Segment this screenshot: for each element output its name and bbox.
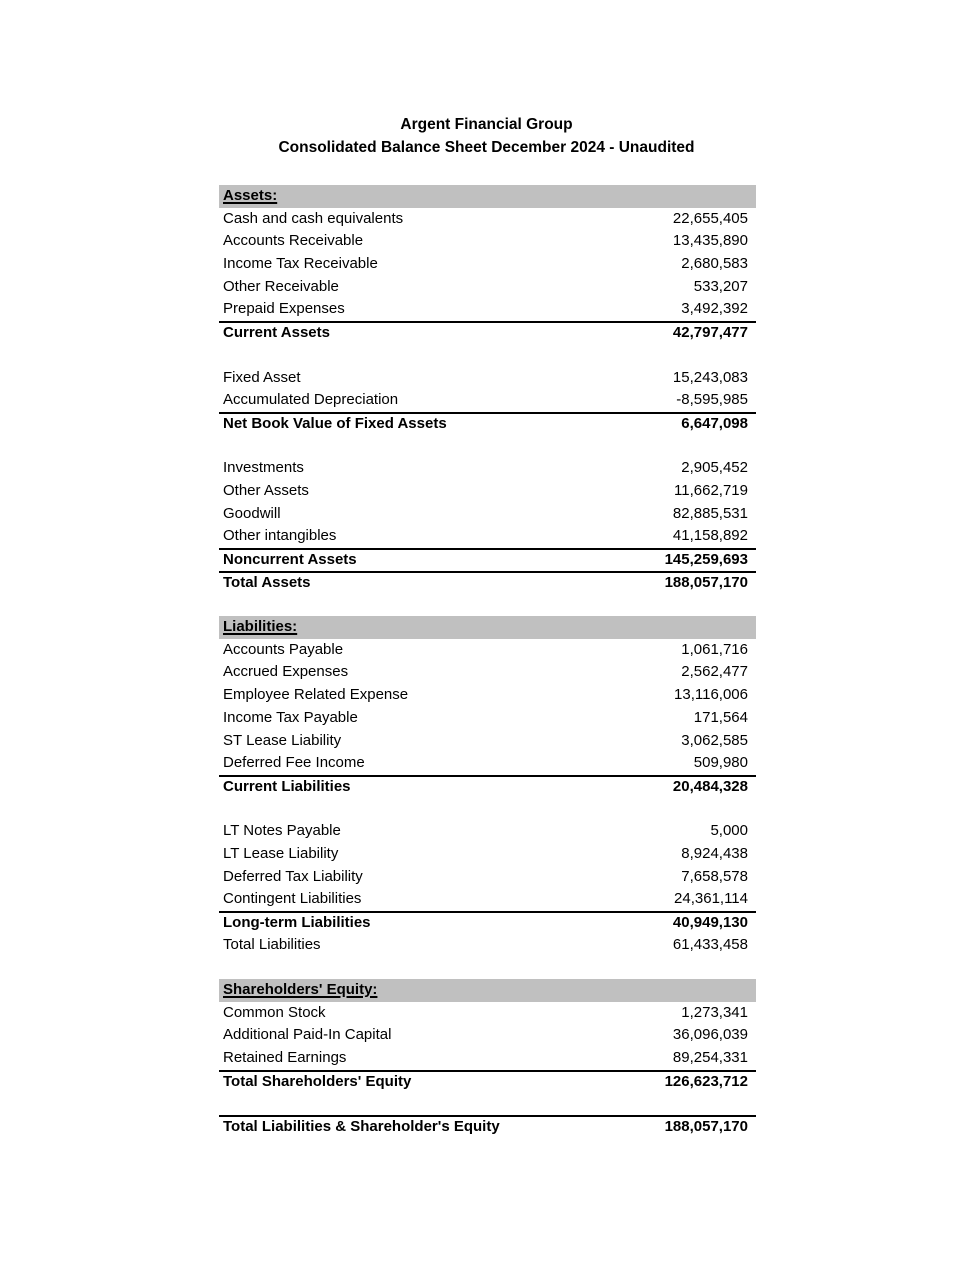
table-row — [219, 367, 756, 390]
row-label: Goodwill — [223, 504, 281, 522]
spacer-row — [219, 798, 756, 821]
row-label: Additional Paid-In Capital — [223, 1026, 392, 1044]
row-label: Total Liabilities & Shareholder's Equity — [223, 1118, 500, 1136]
row-label: LT Lease Liability — [223, 844, 339, 862]
table-row — [219, 571, 756, 594]
table-row — [219, 1070, 756, 1093]
row-value: 36,096,039 — [672, 1026, 748, 1044]
table-row — [219, 888, 756, 911]
row-value: 13,116,006 — [674, 686, 748, 704]
table-row — [219, 911, 756, 934]
row-value: 13,435,890 — [672, 232, 748, 250]
row-label: Deferred Tax Liability — [223, 867, 363, 885]
row-label: Investments — [223, 459, 304, 477]
row-label: Employee Related Expense — [223, 686, 409, 704]
row-value: 1,273,341 — [681, 1003, 748, 1021]
table-row — [219, 480, 756, 503]
spacer-row — [219, 435, 756, 458]
table-row — [219, 548, 756, 571]
row-label: Income Tax Receivable — [223, 255, 378, 273]
row-value: 171,564 — [693, 708, 748, 726]
row-value: 2,562,477 — [681, 663, 748, 681]
row-value: 40,949,130 — [672, 914, 748, 931]
table-row — [219, 1047, 756, 1070]
table-row — [219, 775, 756, 798]
row-label: Accounts Payable — [223, 640, 344, 658]
report-header — [0, 0, 973, 159]
row-value: 188,057,170 — [664, 573, 748, 591]
row-value: 533,207 — [693, 277, 748, 295]
row-value: 126,623,712 — [664, 1072, 748, 1090]
table-row — [219, 525, 756, 548]
row-value: 20,484,328 — [672, 777, 748, 795]
row-label: Accumulated Depreciation — [223, 391, 399, 409]
balance-sheet-table — [219, 185, 756, 1138]
table-row — [219, 934, 756, 957]
row-value: 5,000 — [710, 822, 748, 840]
row-value: 41,158,892 — [672, 527, 748, 545]
table-row — [219, 684, 756, 707]
table-row — [219, 752, 756, 775]
spacer-row — [219, 593, 756, 616]
table-row — [219, 843, 756, 866]
table-row — [219, 298, 756, 321]
row-label: Accounts Receivable — [223, 232, 364, 250]
table-row — [219, 321, 756, 344]
table-row — [219, 208, 756, 231]
row-value: 42,797,477 — [672, 324, 748, 342]
table-row — [219, 820, 756, 843]
table-row — [219, 230, 756, 253]
row-value: 89,254,331 — [672, 1049, 748, 1067]
row-label: Fixed Asset — [223, 368, 301, 386]
row-value: 2,680,583 — [681, 255, 748, 273]
section-header-row — [219, 616, 756, 639]
spacer-row — [219, 956, 756, 979]
section-header-row — [219, 185, 756, 208]
row-value: 24,361,114 — [674, 890, 748, 908]
table-row — [219, 1115, 756, 1138]
table-row — [219, 276, 756, 299]
row-label: Other Assets — [223, 481, 309, 499]
table-row — [219, 730, 756, 753]
row-value: 2,905,452 — [681, 459, 748, 477]
report-title: Consolidated Balance Sheet December 2024 - Unaudited — [278, 138, 695, 156]
table-row — [219, 457, 756, 480]
row-label: Deferred Fee Income — [223, 754, 365, 772]
row-value: 7,658,578 — [681, 867, 748, 885]
row-label: Net Book Value of Fixed Assets — [223, 414, 447, 432]
row-label: Total Shareholders' Equity — [223, 1072, 412, 1090]
row-label: Common Stock — [223, 1003, 326, 1021]
row-label: Total Liabilities — [223, 935, 321, 953]
table-row — [219, 661, 756, 684]
row-label: Other intangibles — [223, 527, 337, 545]
row-label: Income Tax Payable — [223, 708, 358, 726]
table-row — [219, 389, 756, 412]
row-value: 22,655,405 — [672, 209, 748, 227]
row-value: 11,662,719 — [674, 481, 748, 499]
row-label: Current Assets — [223, 324, 330, 342]
spacer-row — [219, 1093, 756, 1116]
row-value: 61,433,458 — [672, 935, 748, 953]
table-row — [219, 412, 756, 435]
table-row — [219, 1002, 756, 1025]
row-value: 1,061,716 — [681, 640, 748, 658]
row-value: 509,980 — [693, 754, 748, 772]
row-label: Contingent Liabilities — [223, 890, 362, 908]
row-label: Retained Earnings — [223, 1049, 347, 1067]
spacer-row — [219, 344, 756, 367]
row-label: Other Receivable — [223, 277, 339, 295]
row-label: ST Lease Liability — [223, 731, 342, 749]
section-header-row — [219, 979, 756, 1002]
table-row — [219, 866, 756, 889]
row-label: Current Liabilities — [223, 777, 351, 795]
company-name: Argent Financial Group — [400, 116, 573, 133]
table-row — [219, 639, 756, 662]
table-row — [219, 1024, 756, 1047]
row-value: 15,243,083 — [672, 368, 748, 386]
row-value: 6,647,098 — [681, 414, 748, 432]
row-value: 188,057,170 — [664, 1118, 748, 1136]
row-value: -8,595,985 — [676, 391, 748, 409]
row-label: Liabilities: — [223, 618, 298, 636]
row-value: 145,259,693 — [664, 551, 748, 568]
table-row — [219, 253, 756, 276]
row-label: Long-term Liabilities — [223, 914, 371, 931]
row-label: LT Notes Payable — [223, 822, 341, 840]
row-label: Cash and cash equivalents — [223, 209, 404, 227]
row-label: Shareholders' Equity: — [223, 981, 378, 999]
row-value: 3,492,392 — [681, 300, 748, 318]
row-label: Noncurrent Assets — [223, 551, 357, 568]
row-label: Total Assets — [223, 573, 311, 591]
row-label: Assets: — [223, 187, 278, 204]
row-label: Accrued Expenses — [223, 663, 349, 681]
row-value: 8,924,438 — [681, 844, 748, 862]
table-row — [219, 707, 756, 730]
row-value: 3,062,585 — [681, 731, 748, 749]
table-row — [219, 503, 756, 526]
row-value: 82,885,531 — [672, 504, 748, 522]
row-label: Prepaid Expenses — [223, 300, 345, 318]
